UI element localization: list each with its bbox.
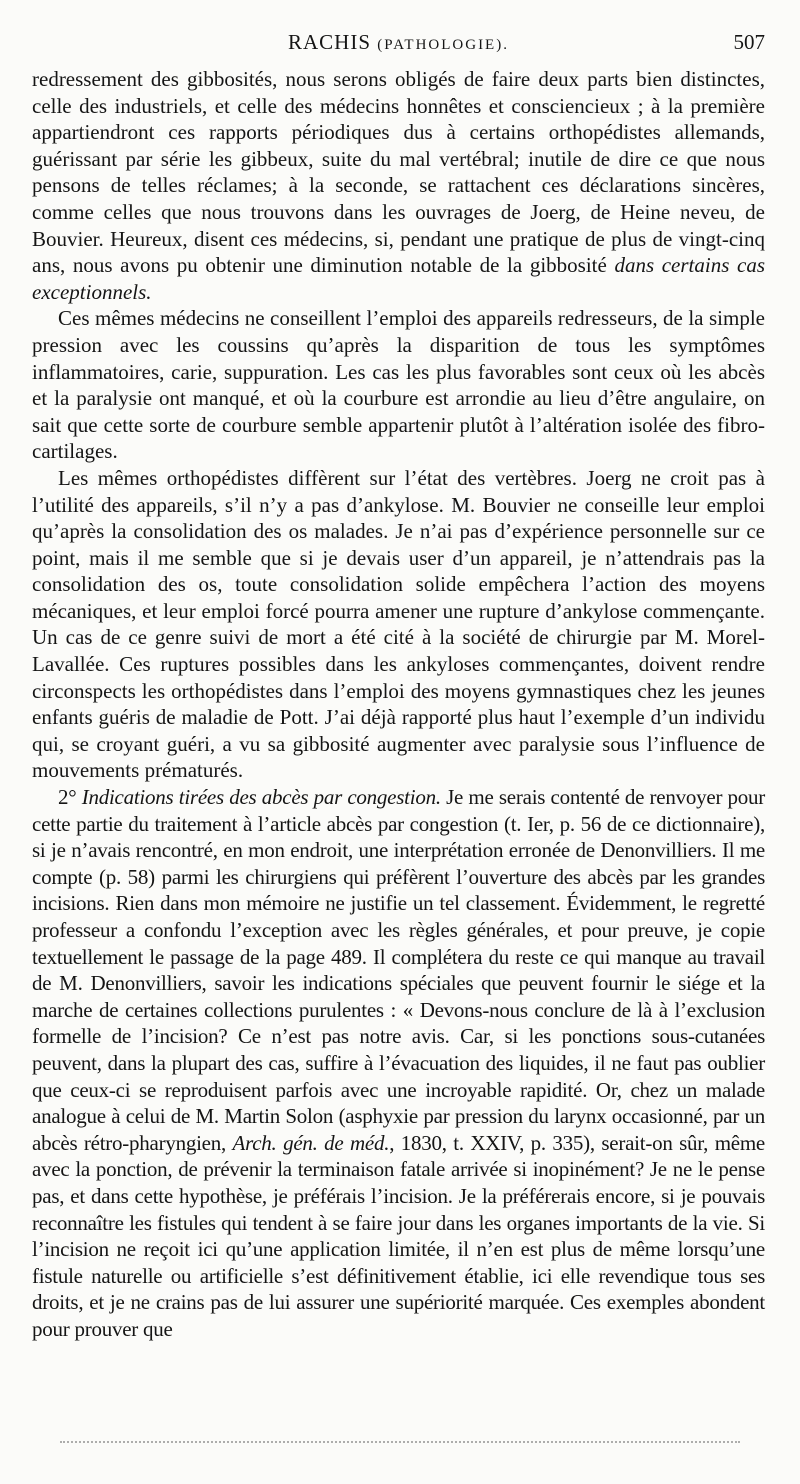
header-title: RACHIS [288,30,372,54]
text-segment: redressement des gibbosités, nous serons obligés de faire deux parts bien distinctes, celle des industriels, et celle des médecins honnêtes et consciencieux ; à la première appartiendront ces rapports périodiques dus à certains orthopédistes allemands, guérissant par série les gibbeux, suite du mal vertébral; inutile de dire ce que nous pensons de telles réclames; à la seconde, se rattachent ces déclarations sincères, comme celles que nous trouvons dans les ouvrages de Joerg, de Heine neveu, de Bouvier. Heureux, disent ces médecins, si, pendant une pratique de plus de vingt-cinq ans, nous avons pu obtenir une diminution notable de la gibbosité [32,67,765,278]
text-segment: 2° [58,785,82,810]
italic-text: dans certains cas exceptionnels. [32,253,765,304]
text-segment: Ces mêmes médecins ne conseillent l’emploi des appareils redresseurs, de la simple pression avec les coussins qu’après la disparition de tous les symptômes inflammatoires, carie, suppuration. Les cas les plus favorables sont ceux où les abcès et la paralysie ont manqué, et où la courbure est arrondie au lieu d’être angulaire, on sait que cette sorte de courbure semble appartenir plutôt à l’altération isolée des fibro-cartilages. [32,306,765,464]
italic-text: Indications tirées des abcès par congestion. [81,785,441,810]
footer-rule [60,1441,740,1443]
paragraph [32,465,765,784]
paragraph [32,66,765,305]
page-number: 507 [733,30,765,54]
paragraph [32,784,765,1342]
italic-text: Arch. gén. de méd. [232,1130,390,1155]
running-title [32,30,765,55]
running-header [32,0,765,66]
paragraph [32,305,765,465]
text-segment: Les mêmes orthopédistes diffèrent sur l’état des vertèbres. Joerg ne croit pas à l’utilité des appareils, s’il n’y a pas d’ankylose. M. Bouvier ne conseille leur emploi qu’après la consolidation des os malades. Je n’ai pas d’expérience personnelle sur ce point, mais il me semble que si je devais user d’un appareil, je n’attendrais pas la consolidation des os, toute consolidation solide empêchera l’action des moyens mécaniques, et leur emploi forcé pourra amener une rupture d’ankylose commençante. Un cas de ce genre suivi de mort a été cité à la société de chirurgie par M. Morel-Lavallée. Ces ruptures possibles dans les ankyloses commençantes, doivent rendre circonspects les orthopédistes dans l’emploi des moyens gymnastiques chez les jeunes enfants guéris de maladie de Pott. J’ai déjà rapporté plus haut l’exemple d’un individu qui, se croyant guéri, a vu sa gibbosité augmenter avec paralysie sous l’influence de mouvements prématurés. [32,465,765,783]
header-subtitle: (PATHOLOGIE). [377,37,509,53]
text-segment: Je me serais contenté de renvoyer pour cette partie du traitement à l’article abcès par congestion (t. Ier, p. 56 de ce dictionnaire), si je n’avais rencontré, en mon endroit, une interprétation erronée de Denonvilliers. Il me compte (p. 58) parmi les chirurgiens qui préfèrent l’ouverture des abcès par les grandes incisions. Rien dans mon mémoire ne justifie un tel classement. Évidemment, le regretté professeur a confondu l’exception avec les règles générales, et pour preuve, je copie textuellement le passage de la page 489. Il complétera du reste ce qui manque au travail de M. Denonvilliers, savoir les indications spéciales que peuvent fournir le siége et la marche de certaines collections purulentes : « Devons-nous conclure de là à l’exclusion formelle de l’incision? Ce n’est pas notre avis. Car, si les ponctions sous-cutanées peuvent, dans la plupart des cas, suffire à l’évacuation des liquides, il ne faut pas oublier que ceux-ci se reproduisent parfois avec une incroyable rapidité. Or, chez un malade analogue à celui de M. Martin Solon (asphyxie par pression du larynx occasionné, par un abcès rétro-pharyngien, [32,785,765,1155]
text-body [32,66,765,1343]
text-segment: , 1830, t. XXIV, p. 335), serait-on sûr, même avec la ponction, de prévenir la terminaison fatale arrivée si inopinément? Je ne le pense pas, et dans cette hypothèse, je préférais l’incision. Je la préférerais encore, si je pouvais reconnaître les fistules qui tendent à se faire jour dans les organes importants de la vie. Si l’incision ne reçoit ici qu’une application limitée, il n’en est plus de même lorsqu’une fistule naturelle ou artificielle s’est définitivement établie, ici elle revendique tous ses droits, et je ne crains pas de lui assurer une supériorité marquée. Ces exemples abondent pour prouver que [32,1130,766,1341]
